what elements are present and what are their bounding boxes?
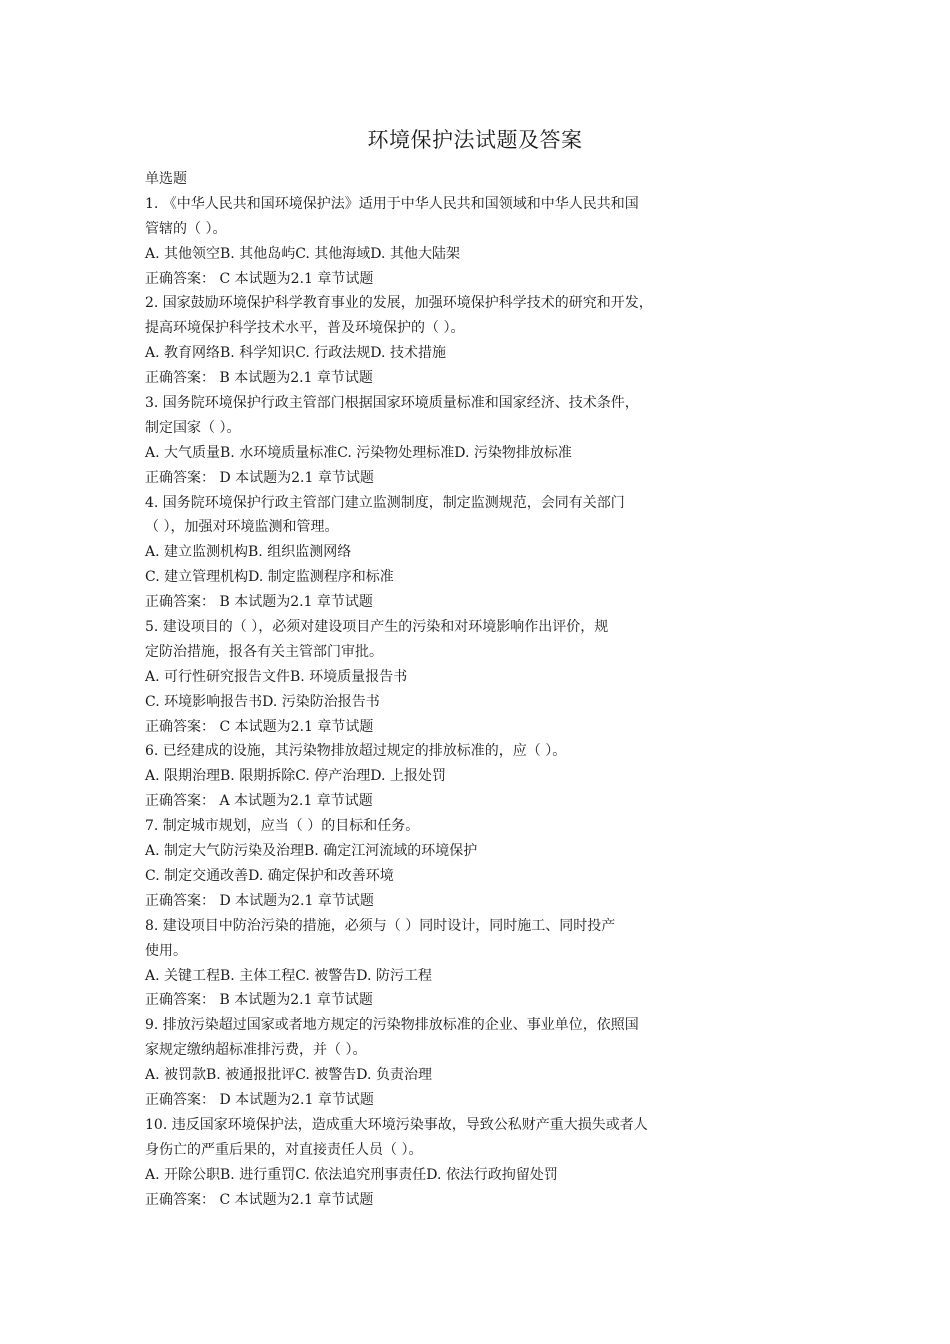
- text-line: 身伤亡的严重后果的，对直接责任人员（ ）。: [145, 1141, 423, 1158]
- text-line: 4. 国务院环境保护行政主管部门建立监测制度，制定监测规范，会同有关部门: [145, 494, 625, 511]
- text-line: 8. 建设项目中防治污染的措施，必须与（ ）同时设计，同时施工、同时投产: [145, 917, 616, 934]
- text-line: A. 可行性研究报告文件B. 环境质量报告书: [145, 668, 408, 685]
- text-line: 9. 排放污染超过国家或者地方规定的污染物排放标准的企业、事业单位，依照国: [145, 1017, 639, 1034]
- text-line: 正确答案： B 本试题为2.1 章节试题: [145, 594, 373, 611]
- text-line: A. 制定大气防污染及治理B. 确定江河流域的环境保护: [145, 843, 478, 860]
- text-line: 家规定缴纳超标准排污费，并（ ）。: [145, 1042, 367, 1059]
- text-line: 1. 《中华人民共和国环境保护法》适用于中华人民共和国领域和中华人民共和国: [145, 195, 639, 212]
- text-line: 7. 制定城市规划，应当（ ）的目标和任务。: [145, 818, 420, 835]
- text-line: A. 开除公职B. 进行重罚C. 依法追究刑事责任D. 依法行政拘留处罚: [145, 1166, 558, 1183]
- text-line: 正确答案： B 本试题为2.1 章节试题: [145, 370, 373, 387]
- text-line: 提高环境保护科学技术水平，普及环境保护的（ ）。: [145, 320, 465, 337]
- text-line: 正确答案： C 本试题为2.1 章节试题: [145, 718, 374, 735]
- text-line: A. 教育网络B. 科学知识C. 行政法规D. 技术措施: [145, 345, 446, 362]
- question-list: [145, 167, 745, 1212]
- text-line: 正确答案： D 本试题为2.1 章节试题: [145, 892, 374, 909]
- text-line: 5. 建设项目的（ ），必须对建设项目产生的污染和对环境影响作出评价，规: [145, 619, 609, 636]
- text-line: A. 关键工程B. 主体工程C. 被警告D. 防污工程: [145, 967, 432, 984]
- text-line: 管辖的（ ）。: [145, 220, 227, 237]
- text-line: 定防治措施，报各有关主管部门审批。: [145, 643, 383, 660]
- text-line: 正确答案： B 本试题为2.1 章节试题: [145, 992, 373, 1009]
- text-line: C. 制定交通改善D. 确定保护和改善环境: [145, 867, 394, 884]
- text-line: 正确答案： A 本试题为2.1 章节试题: [145, 793, 373, 810]
- text-line: 使用。: [145, 942, 187, 959]
- text-line: 3. 国务院环境保护行政主管部门根据国家环境质量标准和国家经济、技术条件，: [145, 395, 639, 412]
- page-title: 环境保护法试题及答案: [367, 128, 583, 152]
- text-line: A. 建立监测机构B. 组织监测网络: [145, 544, 352, 561]
- text-line: A. 大气质量B. 水环境质量标准C. 污染物处理标准D. 污染物排放标准: [145, 444, 572, 461]
- text-line: 2. 国家鼓励环境保护科学教育事业的发展，加强环境保护科学技术的研究和开发，: [145, 295, 653, 312]
- text-line: 10. 违反国家环境保护法，造成重大环境污染事故，导致公私财产重大损失或者人: [145, 1116, 648, 1133]
- text-line: A. 被罚款B. 被通报批评C. 被警告D. 负责治理: [145, 1067, 432, 1084]
- text-line: （ ），加强对环境监测和管理。: [145, 519, 339, 536]
- text-line: C. 环境影响报告书D. 污染防治报告书: [145, 693, 380, 710]
- text-line: 制定国家（ ）。: [145, 419, 241, 436]
- text-line: 6. 已经建成的设施，其污染物排放超过规定的排放标准的，应（ ）。: [145, 743, 567, 760]
- text-line: 正确答案： D 本试题为2.1 章节试题: [145, 469, 374, 486]
- text-line: A. 其他领空B. 其他岛屿C. 其他海域D. 其他大陆架: [145, 245, 460, 262]
- text-line: 正确答案： C 本试题为2.1 章节试题: [145, 270, 374, 287]
- text-line: 正确答案： D 本试题为2.1 章节试题: [145, 1091, 374, 1108]
- text-line: A. 限期治理B. 限期拆除C. 停产治理D. 上报处罚: [145, 768, 446, 785]
- text-line: 单选题: [145, 171, 187, 187]
- text-line: C. 建立管理机构D. 制定监测程序和标准: [145, 569, 394, 586]
- text-line: 正确答案： C 本试题为2.1 章节试题: [145, 1191, 374, 1208]
